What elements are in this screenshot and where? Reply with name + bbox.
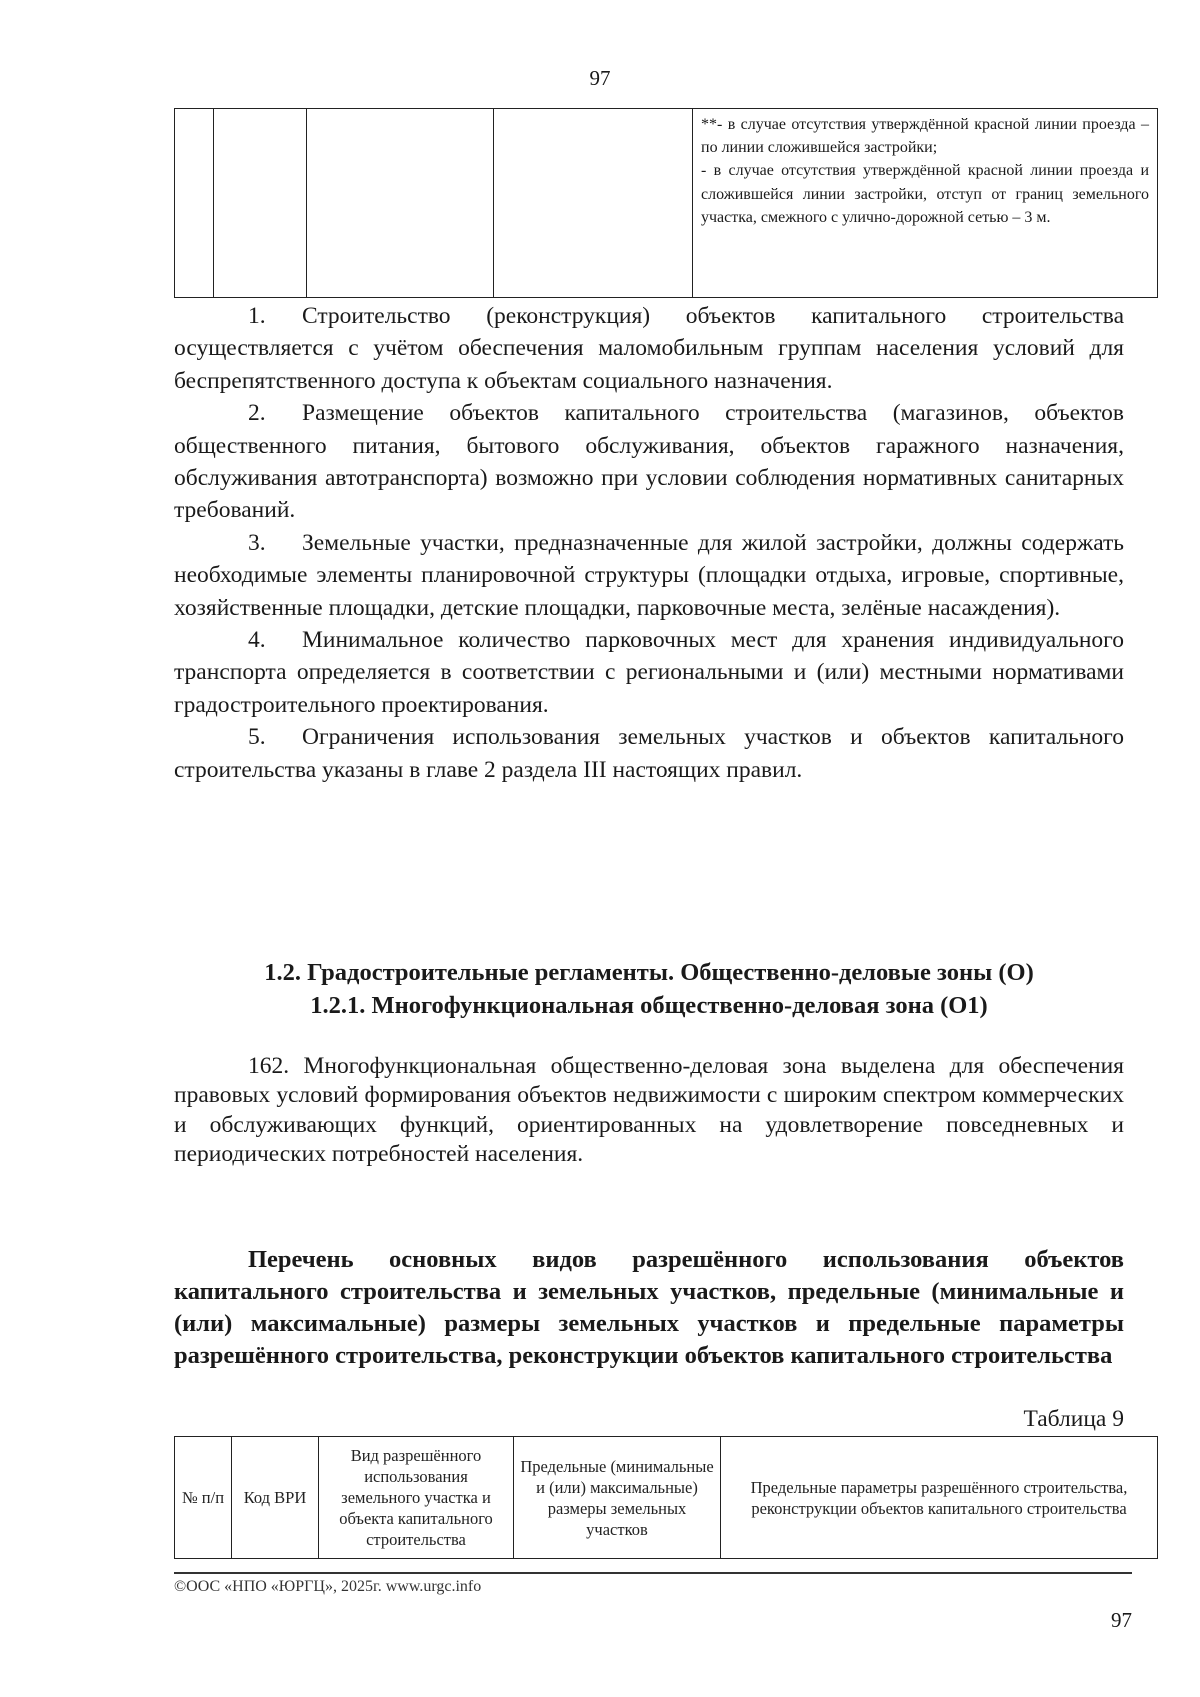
header-code: Код ВРИ [232, 1437, 319, 1559]
page-number-top: 97 [589, 66, 611, 90]
list-item-number: 1. [248, 303, 266, 329]
list-item [174, 300, 1124, 397]
header-num: № п/п [175, 1437, 232, 1559]
list-item-number: 5. [248, 724, 266, 751]
list-title [174, 1244, 1124, 1372]
list-item [174, 624, 1124, 721]
note-line-2: - в случае отсутствия утверждённой красной линии проезда и сложившейся линии застройки, отступ от границ земельного участка, смежного с улично-дорожной сетью – 3 м. [701, 162, 1149, 226]
list-item-text: Строительство (реконструкция) объектов капитального строительства осуществляется с учётом обеспечения маломобильным группам населения условий для беспрепятственного доступа к объектам социального назначения. [174, 303, 1124, 394]
subsection-heading: 1.2.1. Многофункциональная общественно-деловая зона (О1) [310, 992, 988, 1019]
list-title-text: Перечень основных видов разрешённого использования объектов капитального строительства и земельных участков, предельные (минимальные и (или) максимальные) размеры земельных участков и предельные параметры разрешённого строительства, реконструкции объектов капитального строительства [174, 1246, 1124, 1369]
table-caption: Таблица 9 [1023, 1406, 1124, 1432]
list-item [174, 527, 1124, 624]
list-item-text: Земельные участки, предназначенные для жилой застройки, должны содержать необходимые элементы планировочной структуры (площадки отдыха, игровые, спортивные, хозяйственные площадки, детские площадки, парковочные места, зелёные насаждения). [174, 529, 1124, 621]
header-sizes: Предельные (минимальные и (или) максимальные) размеры земельных участков [514, 1437, 721, 1559]
list-item-text: Минимальное количество парковочных мест для хранения индивидуального транспорта определяется в соответствии с региональными и (или) местными нормативами градостроительного проектирования. [174, 627, 1124, 718]
table-cell-empty [494, 109, 693, 298]
header-type: Вид разрешённого использования земельного участка и объекта капитального строительства [319, 1437, 514, 1559]
page-number-bottom: 97 [1111, 1608, 1132, 1632]
list-item-text: Размещение объектов капитального строительства (магазинов, объектов общественного питания, бытового обслуживания, объектов гаражного назначения, обслуживания автотранспорта) возможно при условии соблюдения нормативных санитарных требований. [174, 400, 1124, 524]
table-9-header [174, 1436, 1158, 1559]
list-item-number: 2. [248, 400, 266, 427]
list-item [174, 721, 1124, 786]
table-cell-empty [175, 109, 214, 298]
table-cell-empty [307, 109, 494, 298]
table-cell-note [693, 109, 1158, 298]
list-item-number: 3. [248, 529, 266, 556]
list-item-text: Ограничения использования земельных участков и объектов капитального строительства указаны в главе 2 раздела III настоящих правил. [174, 724, 1124, 783]
footer-divider [174, 1572, 1132, 1574]
list-item-number: 4. [248, 627, 266, 654]
section-heading: 1.2. Градостроительные регламенты. Общественно-деловые зоны (О) [264, 959, 1034, 986]
continuation-table [174, 108, 1158, 298]
footer-copyright: ©ООС «НПО «ЮРГЦ», 2025г. www.urgc.info [174, 1578, 482, 1595]
header-params: Предельные параметры разрешённого строительства, реконструкции объектов капитального строительства [721, 1437, 1158, 1559]
paragraph-162 [174, 1052, 1124, 1170]
table-cell-empty [214, 109, 307, 298]
list-item [174, 397, 1124, 527]
numbered-list [174, 300, 1124, 786]
note-line-1: **- в случае отсутствия утверждённой красной линии проезда – по линии сложившейся застройки; [701, 116, 1149, 157]
paragraph-text: 162. Многофункциональная общественно-деловая зона выделена для обеспечения правовых условий формирования объектов недвижимости с широким спектром коммерческих и обслуживающих функций, ориентированных на удовлетворение повседневных и периодических потребностей населения. [174, 1053, 1124, 1168]
